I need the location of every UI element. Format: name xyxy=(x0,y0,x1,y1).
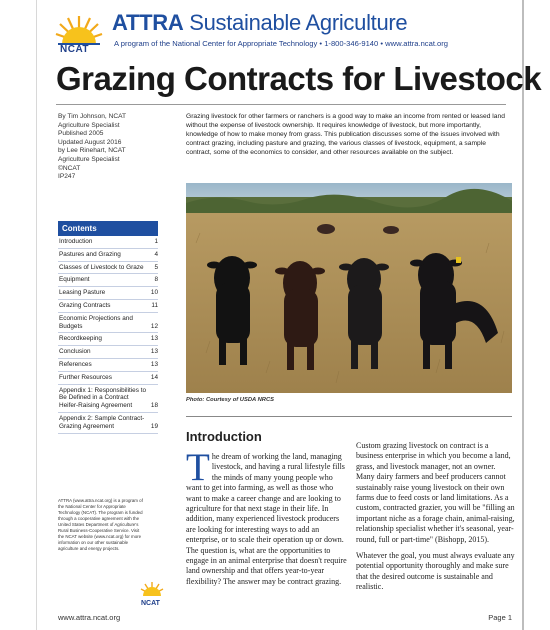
page-title: Grazing Contracts for Livestock xyxy=(56,60,542,97)
toc-label: Introduction xyxy=(59,238,93,245)
toc-item-contracts[interactable] xyxy=(58,300,158,313)
byline-line: by Lee Rinehart, NCAT xyxy=(58,147,126,155)
toc-page: 19 xyxy=(150,422,158,430)
page-number: Page 1 xyxy=(488,613,512,622)
byline-line: Agriculture Specialist xyxy=(58,155,120,163)
photo-caption: Photo: Courtesy of USDA NRCS xyxy=(186,397,275,403)
toc-label: Classes of Livestock to Graze xyxy=(59,263,144,271)
toc-item-further-resources[interactable] xyxy=(58,372,158,385)
byline-line: Published 2005 xyxy=(58,130,104,138)
toc-label: Further Resources xyxy=(59,373,112,381)
toc-page: 18 xyxy=(150,402,158,410)
toc-label: Grazing Contracts xyxy=(59,301,111,309)
ncat-small-logo-icon xyxy=(138,580,166,606)
toc-page: 1 xyxy=(154,238,158,245)
brand-title xyxy=(112,10,407,36)
dropcap: T xyxy=(186,446,210,489)
toc-item-appendix-2[interactable] xyxy=(58,413,158,434)
brand-subtitle: A program of the National Center for Appropriate Technology • 1-800-346-9140 • www.attra.ncat.org xyxy=(114,39,449,48)
toc-label: References xyxy=(59,360,92,368)
toc-page: 5 xyxy=(154,263,158,271)
toc-item-classes[interactable] xyxy=(58,262,158,275)
toc-page: 10 xyxy=(150,289,158,297)
toc-page: 4 xyxy=(154,250,158,258)
byline-line: Updated August 2016 xyxy=(58,138,122,146)
toc-item-leasing[interactable] xyxy=(58,287,158,300)
toc-item-appendix-1[interactable] xyxy=(58,385,158,413)
toc-page: 13 xyxy=(150,360,158,368)
toc-page: 13 xyxy=(150,335,158,343)
toc-label: Equipment xyxy=(59,276,90,284)
body-paragraph: Custom grazing livestock on contract is a business enterprise in which you become a land, grass, and livestock manager, not an owner. Many dairy farmers and beef producers cannot sustainably raise young livestock on their own farms due to feed costs or land limitations. As a custom, contracted grazier, you will be "filling an important niche as a forage chain, animal-raising, relationship specialist whether it's seasonal, year-round, full or part-time" (Bishopp, 2015). xyxy=(356,441,515,544)
byline-line: Agriculture Specialist xyxy=(58,121,120,129)
toc-label: Conclusion xyxy=(59,348,91,356)
body-column-2 xyxy=(356,441,516,599)
toc-label: Appendix 2: Sample Contract-Grazing Agreement xyxy=(59,414,145,430)
byline xyxy=(58,113,158,182)
logo-text: NCAT xyxy=(60,44,90,55)
toc-label: Pastures and Grazing xyxy=(59,250,121,258)
section-divider xyxy=(186,416,512,417)
toc-label: Recordkeeping xyxy=(59,335,102,343)
intro-summary: Grazing livestock for other farmers or ranchers is a good way to make an income from rented or leased land without the expense of livestock ownership. It requires knowledge of livestock, but more importantly, knowledge of how to make money from grass. This publication discusses some of the issues involved with contract grazing, including pasture and grazing, the various classes of livestock, equipment, a sample contract, some of the economics to consider, and other resources available on the subject. xyxy=(186,113,505,156)
toc-item-introduction[interactable] xyxy=(58,236,158,249)
toc-page: 12 xyxy=(150,322,158,330)
body-paragraph: Whatever the goal, you must always evaluate any potential opportunity thoroughly and make sure that the desired outcome is sustainable and realistic. xyxy=(356,551,515,592)
cattle-photo xyxy=(186,183,512,393)
section-heading: Introduction xyxy=(186,429,262,444)
toc-item-references[interactable] xyxy=(58,359,158,372)
body-text: he dream of working the land, managing livestock, and having a rural lifestyle fills the minds of many young people who want to get into farming, as well as those who want to make a career change and are looking to agriculture for that next stage in their life. In addition, many experienced livestock producers are looking for interesting ways to add an enterprise, or to scale their operation up or down. The question is, what are the opportunities to engage in an animal enterprise that doesn't require land ownership and that offers year-to-year flexibility? The answer may be contract grazing. xyxy=(186,452,347,586)
byline-line: ©NCAT xyxy=(58,164,81,172)
toc-item-equipment[interactable] xyxy=(58,274,158,287)
byline-line: By Tim Johnson, NCAT xyxy=(58,113,127,120)
header xyxy=(52,6,522,58)
toc-label: Economic Projections and Budgets xyxy=(59,314,133,330)
toc-label: Appendix 1: Responsibilities to Be Defined in a Contract Heifer-Raising Agreement xyxy=(59,386,147,410)
document-page xyxy=(38,0,542,630)
brand-title-rest: Sustainable Agriculture xyxy=(183,10,408,35)
toc-page: 8 xyxy=(154,276,158,284)
toc-label: Leasing Pasture xyxy=(59,289,106,297)
toc-page: 13 xyxy=(150,348,158,356)
toc-item-economics[interactable] xyxy=(58,313,158,334)
footer-url[interactable]: www.attra.ncat.org xyxy=(58,613,121,622)
toc-item-pastures[interactable] xyxy=(58,249,158,262)
table-of-contents xyxy=(58,221,158,434)
toc-item-conclusion[interactable] xyxy=(58,346,158,359)
byline-line: IP247 xyxy=(58,173,76,181)
toc-page: 11 xyxy=(151,301,158,309)
svg-text:NCAT: NCAT xyxy=(141,600,160,606)
toc-item-recordkeeping[interactable] xyxy=(58,333,158,346)
body-column-1 xyxy=(186,446,348,587)
toc-heading: Contents xyxy=(58,221,158,236)
title-divider xyxy=(56,104,506,105)
brand-title-bold: ATTRA xyxy=(112,10,184,35)
about-attra-text: ATTRA (www.attra.ncat.org) is a program of the National Center for Appropriate Technology (NCAT). The program is funded through a cooperative agreement with the United States Department of Agriculture's Rural Business-Cooperative Service. Visit the NCAT website (www.ncat.org) for more information on our other sustainable agriculture and energy projects. xyxy=(58,498,143,551)
toc-page: 14 xyxy=(150,373,158,381)
